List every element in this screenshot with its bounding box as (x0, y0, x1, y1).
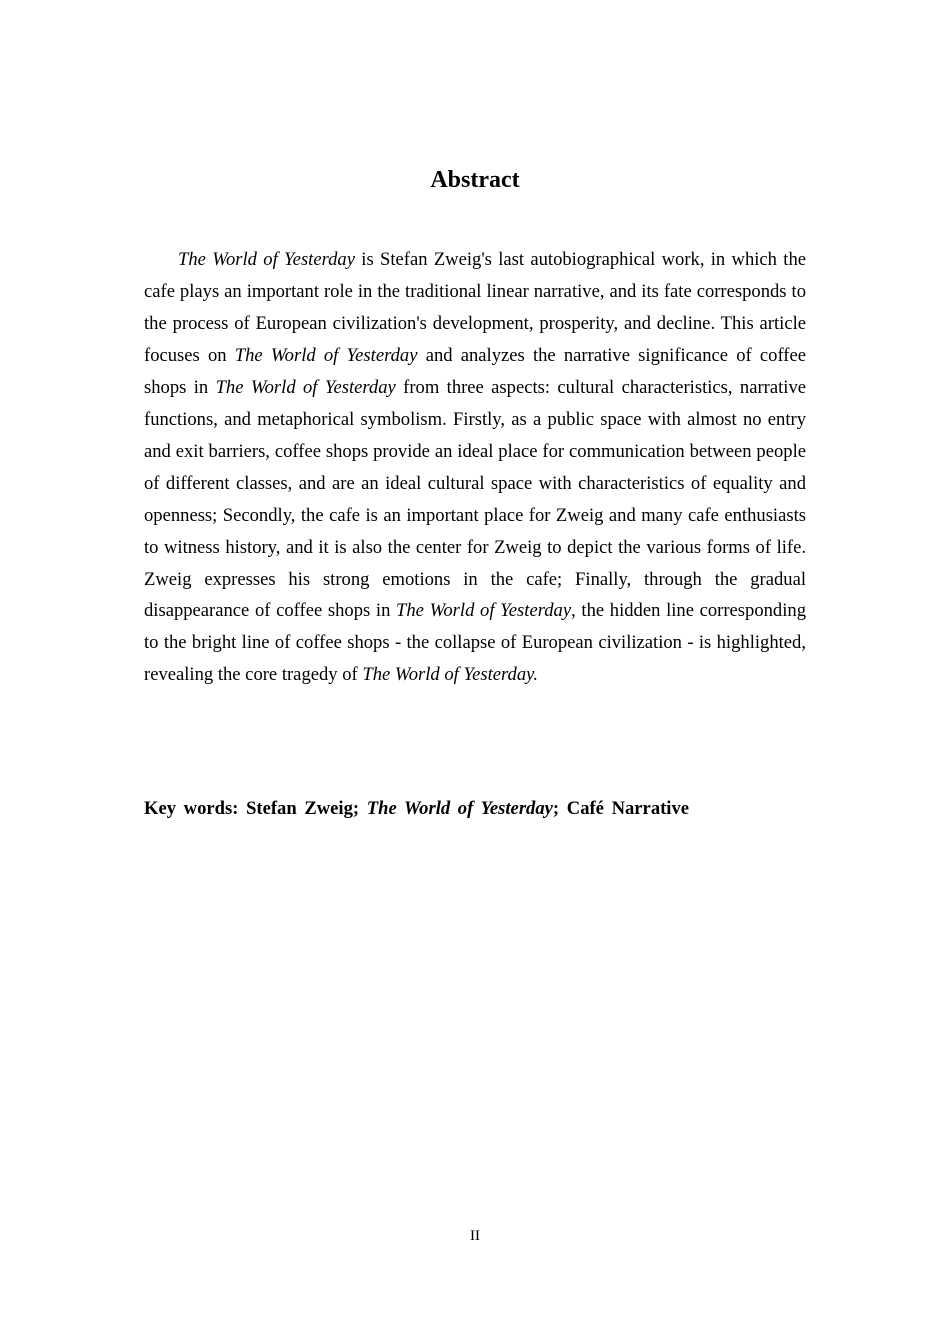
keyword-separator: ; (352, 798, 360, 819)
keyword-item: Stefan Zweig (246, 798, 353, 819)
keywords-label: Key words: (144, 798, 239, 819)
paragraph-text-segment: from three aspects: cultural characteristics, narrative functions, and metaphorical symbolism. Firstly, as a public space with almost no entry and exit barriers, coffee shops provide an ideal place for communication between people of different classes, and are an ideal cultural space with characteristics of equality and openness; Secondly, the cafe is an important place for Zweig and many cafe enthusiasts to witness history, and it is also the center for Zweig to depict the various forms of life. Zweig expresses his strong emotions in the cafe; Finally, through the gradual disappearance of coffee shops in (144, 376, 806, 622)
book-title-reference: The World of Yesterday (178, 249, 355, 270)
book-title-reference: The World of Yesterday (396, 600, 572, 622)
keyword-separator: ; (552, 798, 560, 819)
page-title: Abstract (430, 167, 520, 193)
book-title-reference: The World of Yesterday (215, 376, 396, 398)
paragraph-text-segment: is Stefan Zweig's last autobiographical work, in which the cafe plays an important role in the traditional linear narrative, and its fate corresponds to the process of European civilization's development, prosperity, and decline. This article focuses on (144, 249, 807, 366)
keywords-line (144, 794, 806, 824)
keyword-item: Café Narrative (566, 798, 690, 819)
page-number: II (470, 1228, 480, 1244)
book-title-reference: The World of Yesterday. (362, 664, 539, 686)
keyword-item: The World of Yesterday (366, 798, 553, 819)
abstract-paragraph (144, 244, 806, 691)
book-title-reference: The World of Yesterday (234, 344, 418, 366)
paragraph-text-segment: and analyzes the narrative significance of coffee shops in (144, 344, 806, 398)
paragraph-text-segment: , the hidden line corresponding to the bright line of coffee shops - the collapse of European civilization - is highlighted, revealing the core tragedy of (144, 600, 806, 686)
